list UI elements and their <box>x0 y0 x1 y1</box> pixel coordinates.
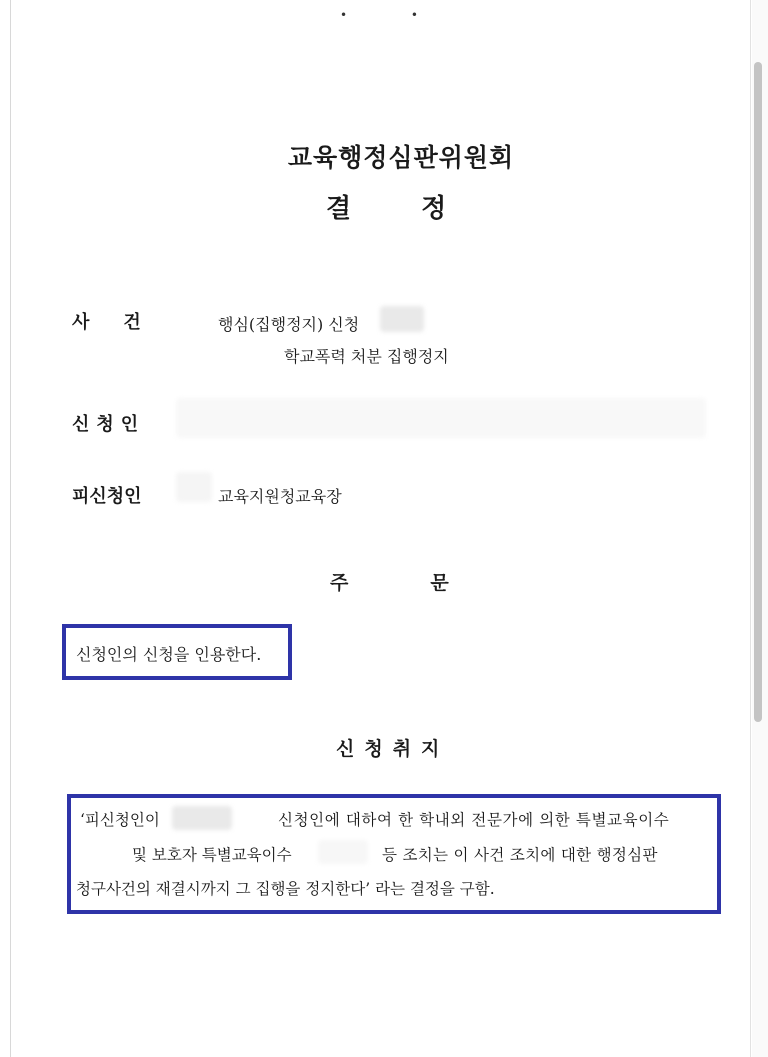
case-value-line1: 행심(집행정지) 신청 <box>218 315 360 334</box>
redacted-applicant <box>176 398 706 438</box>
respondent-value: 교육지원청교육장 <box>218 487 342 506</box>
top-dots: • • <box>340 8 448 22</box>
purpose-line2-start: 및 보호자 특별교육이수 <box>132 846 292 864</box>
organization-title: 교육행정심판위원회 <box>287 143 515 172</box>
purpose-line1-start: ‘피신청인이 <box>80 811 160 829</box>
redacted-hours <box>318 840 368 864</box>
document-type-title: 결정 <box>326 194 517 224</box>
purpose-line1-end: 신청인에 대하여 한 학내외 전문가에 의한 특별교육이수 <box>278 811 670 829</box>
purpose-heading: 신청취지 <box>336 738 450 760</box>
order-heading: 주문 <box>330 572 531 594</box>
order-text: 신청인의 신청을 인용한다. <box>76 645 262 664</box>
case-value-line2: 학교폭력 처분 집행정지 <box>284 347 449 366</box>
scrollbar-thumb[interactable] <box>754 62 762 722</box>
purpose-line3: 청구사건의 재결시까지 그 집행을 정지한다’ 라는 결정을 구함. <box>76 880 495 898</box>
case-label: 사건 <box>72 312 175 333</box>
redacted-date <box>172 806 232 830</box>
respondent-label: 피신청인 <box>72 486 142 507</box>
purpose-line2-end: 등 조치는 이 사건 조치에 대한 행정심판 <box>382 846 658 864</box>
redacted-respondent-prefix <box>176 472 212 502</box>
applicant-label: 신청인 <box>72 414 146 435</box>
redacted-case-number <box>380 306 424 332</box>
